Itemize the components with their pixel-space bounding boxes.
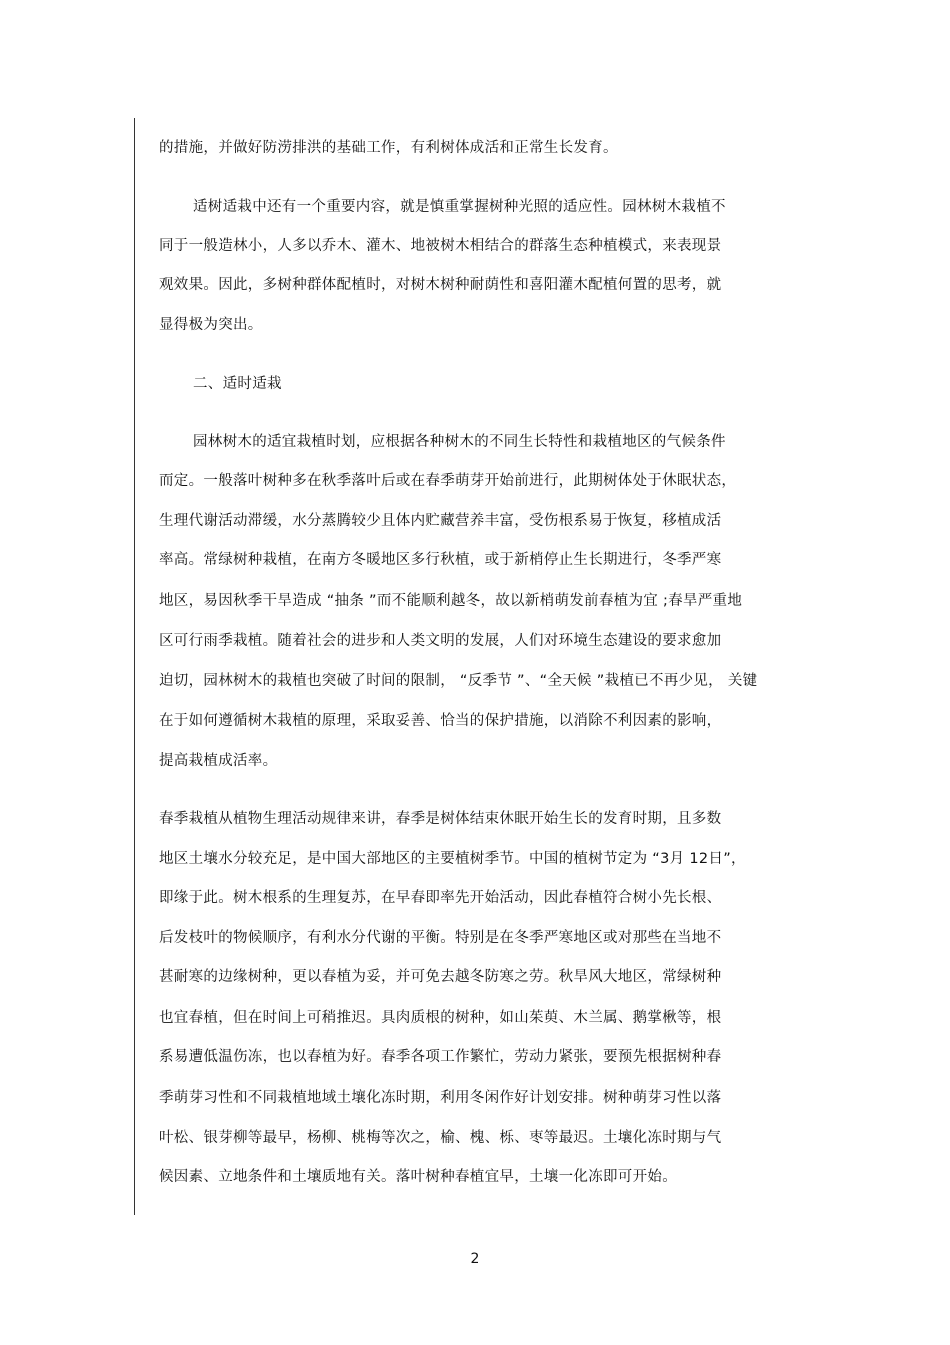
text-line: 适树适栽中还有一个重要内容，就是慎重掌握树种光照的适应性。园林树木栽植不 — [193, 199, 726, 215]
text-line: 的措施，并做好防涝排洪的基础工作，有利树体成活和正常生长发育。 — [159, 140, 618, 156]
text-line: 观效果。因此，多树种群体配植时，对树木树种耐荫性和喜阳灌木配植何置的思考，就 — [159, 277, 722, 293]
text-line: 迫切，园林树木的栽植也突破了时间的限制， “反季节 ”、“全天候 ”栽植已不再少见， 关键 — [159, 673, 758, 689]
text-line: 显得极为突出。 — [159, 317, 263, 333]
text-line: 即缘于此。树木根系的生理复苏，在早春即率先开始活动，因此春植符合树小先长根、 — [159, 890, 722, 906]
text-line: 春季栽植从植物生理活动规律来讲，春季是树体结束休眠开始生长的发育时期，且多数 — [159, 811, 722, 827]
text-line: 也宜春植，但在时间上可稍推迟。具肉质根的树种，如山茱萸、木兰属、鹅掌楸等，根 — [159, 1010, 722, 1026]
text-line: 生理代谢活动滞缓，水分蒸腾较少且体内贮藏营养丰富，受伤根系易于恢复，移植成活 — [159, 513, 722, 529]
text-line: 季萌芽习性和不同栽植地域土壤化冻时期，利用冬闲作好计划安排。树种萌芽习性以落 — [159, 1090, 722, 1106]
text-line: 候因素、立地条件和土壤质地有关。落叶树种春植宜早，土壤一化冻即可开始。 — [159, 1169, 677, 1185]
margin-rule — [134, 118, 135, 1215]
text-line: 园林树木的适宜栽植时划，应根据各种树木的不同生长特性和栽植地区的气候条件 — [193, 434, 726, 450]
text-line: 地区土壤水分较充足，是中国大部地区的主要植树季节。中国的植树节定为 “3月 12日”， — [159, 851, 746, 867]
text-line: 区可行雨季栽植。随着社会的进步和人类文明的发展，人们对环境生态建设的要求愈加 — [159, 633, 722, 649]
text-line: 系易遭低温伤冻，也以春植为好。春季各项工作繁忙，劳动力紧张，要预先根据树种春 — [159, 1049, 722, 1065]
text-line: 甚耐寒的边缘树种，更以春植为妥，并可免去越冬防寒之劳。秋旱风大地区，常绿树种 — [159, 969, 722, 985]
text-line: 同于一般造林小，人多以乔木、灌木、地被树木相结合的群落生态种植模式，来表现景 — [159, 238, 722, 254]
page-number: 2 — [470, 1251, 480, 1267]
text-line: 率高。常绿树种栽植，在南方冬暖地区多行秋植，或于新梢停止生长期进行，冬季严寒 — [159, 552, 722, 568]
text-line: 提高栽植成活率。 — [159, 753, 278, 769]
section-heading: 二、适时适栽 — [193, 376, 282, 392]
text-line: 后发枝叶的物候顺序，有利水分代谢的平衡。特别是在冬季严寒地区或对那些在当地不 — [159, 930, 722, 946]
text-line: 地区，易因秋季干旱造成 “抽条 ”而不能顺利越冬，故以新梢萌发前春植为宜 ;春旱严重地 — [159, 593, 743, 609]
text-line: 而定。一般落叶树种多在秋季落叶后或在春季萌芽开始前进行，此期树体处于休眠状态， — [159, 473, 737, 489]
text-line: 叶松、银芽柳等最早，杨柳、桃梅等次之，榆、槐、栎、枣等最迟。土壤化冻时期与气 — [159, 1130, 722, 1146]
text-line: 在于如何遵循树木栽植的原理，采取妥善、恰当的保护措施，以消除不利因素的影响， — [159, 713, 722, 729]
